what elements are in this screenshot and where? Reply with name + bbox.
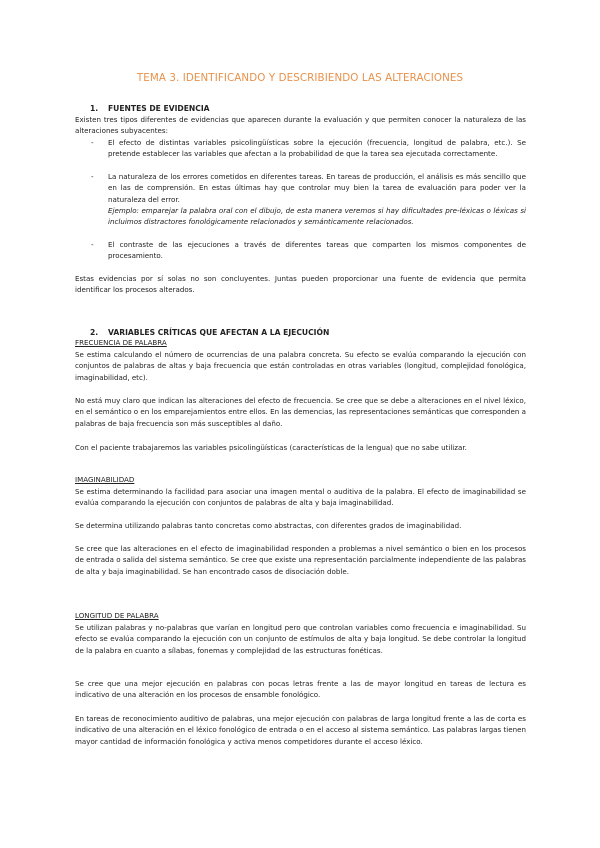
example-text: Ejemplo: emparejar la palabra oral con el dibujo, de esta manera veremos si hay dificultades pre-léxicas o léxicas si incluimos distractores fonológicamente relacionados y semánticamente relacionados. [108,206,526,227]
paragraph: No está muy claro que indican las alteraciones del efecto de frecuencia. Se cree que se debe a alteraciones en el nivel léxico, en el semántico o en los emparejamientos entre ellos. En las demencias, las representaciones semánticas que corresponden a palabras de baja frecuencia son más susceptibles al daño. [75,396,526,428]
section-2-title: VARIABLES CRÍTICAS QUE AFECTAN A LA EJECUCIÓN [108,328,330,337]
section-1-intro: Existen tres tipos diferentes de evidencias que aparecen durante la evaluación y que permiten conocer la naturaleza de las alteraciones subyacentes: [75,115,526,136]
section-1-heading [90,104,210,113]
subheading-imaginabilidad: IMAGINABILIDAD [75,475,135,484]
paragraph: Se determina utilizando palabras tanto concretas como abstractas, con diferentes grados de imaginabilidad. [75,521,462,530]
section-1-closing: Estas evidencias por sí solas no son concluyentes. Juntas pueden proporcionar una fuente de evidencia que permita identificar los procesos alterados. [75,274,526,295]
list-item: La naturaleza de los errores cometidos en diferentes tareas. En tareas de producción, el análisis es más sencillo que en las de comprensión. En estas últimas hay que controlar muy bien la tarea de evaluación para poder ver la naturaleza del error. [108,172,526,204]
paragraph: Se estima determinando la facilidad para asociar una imagen mental o auditiva de la palabra. El efecto de imaginabilidad se evalúa comparando la ejecución con conjuntos de palabras de alta y baja imaginabilidad. [75,487,526,508]
subheading-longitud: LONGITUD DE PALABRA [75,611,159,620]
bullet-marker: - [91,240,94,249]
list-item: El efecto de distintas variables psicolingüísticas sobre la ejecución (frecuencia, longitud de palabra, etc.). Se pretende establecer las variables que afectan a la probabilidad de que la tarea sea ejecutada correctamente. [108,138,526,159]
section-1-title: FUENTES DE EVIDENCIA [108,104,210,113]
paragraph: Con el paciente trabajaremos las variables psicolingüísticas (características de la lengua) que no sabe utilizar. [75,443,467,452]
section-2-heading [90,328,329,337]
bullet-marker: - [91,138,94,147]
paragraph: Se estima calculando el número de ocurrencias de una palabra concreta. Su efecto se evalúa comparando la ejecución con conjuntos de palabras de altas y baja frecuencia que están controladas en otras variables (longitud, complejidad fonológica, imaginabilidad, etc). [75,350,526,382]
paragraph: En tareas de reconocimiento auditivo de palabras, una mejor ejecución con palabras de larga longitud frente a las de corta es indicativo de una alteración en el léxico fonológico de entrada o en el acceso al sistema semántico. Las palabras largas tienen mayor cantidad de información fonológica y activa menos competidores durante el acceso léxico. [75,714,526,746]
page-title: TEMA 3. IDENTIFICANDO Y DESCRIBIENDO LAS ALTERACIONES [136,72,464,84]
list-item: El contraste de las ejecuciones a través de diferentes tareas que comparten los mismos componentes de procesamiento. [108,240,526,261]
section-2-number: 2. [90,328,99,337]
paragraph: Se utilizan palabras y no-palabras que varían en longitud pero que controlan variables como frecuencia e imaginabilidad. Su efecto se evalúa comparando la ejecución con un conjunto de estímulos de alta y baja longitud. Se debe controlar la longitud de la palabra en cuanto a sílabas, fonemas y complejidad de las estructuras fonéticas. [75,623,526,655]
paragraph: Se cree que las alteraciones en el efecto de imaginabilidad responden a problemas a nivel semántico o bien en los procesos de entrada o salida del sistema semántico. Se cree que existe una representación parcialmente independiente de las palabras de alta y baja imaginabilidad. Se han encontrado casos de disociación doble. [75,544,526,576]
section-1-number: 1. [90,104,99,113]
paragraph: Se cree que una mejor ejecución en palabras con pocas letras frente a las de mayor longitud en tareas de lectura es indicativo de una alteración en los procesos de ensamble fonológico. [75,679,526,700]
bullet-marker: - [91,172,94,181]
subheading-frecuencia: FRECUENCIA DE PALABRA [75,338,167,347]
